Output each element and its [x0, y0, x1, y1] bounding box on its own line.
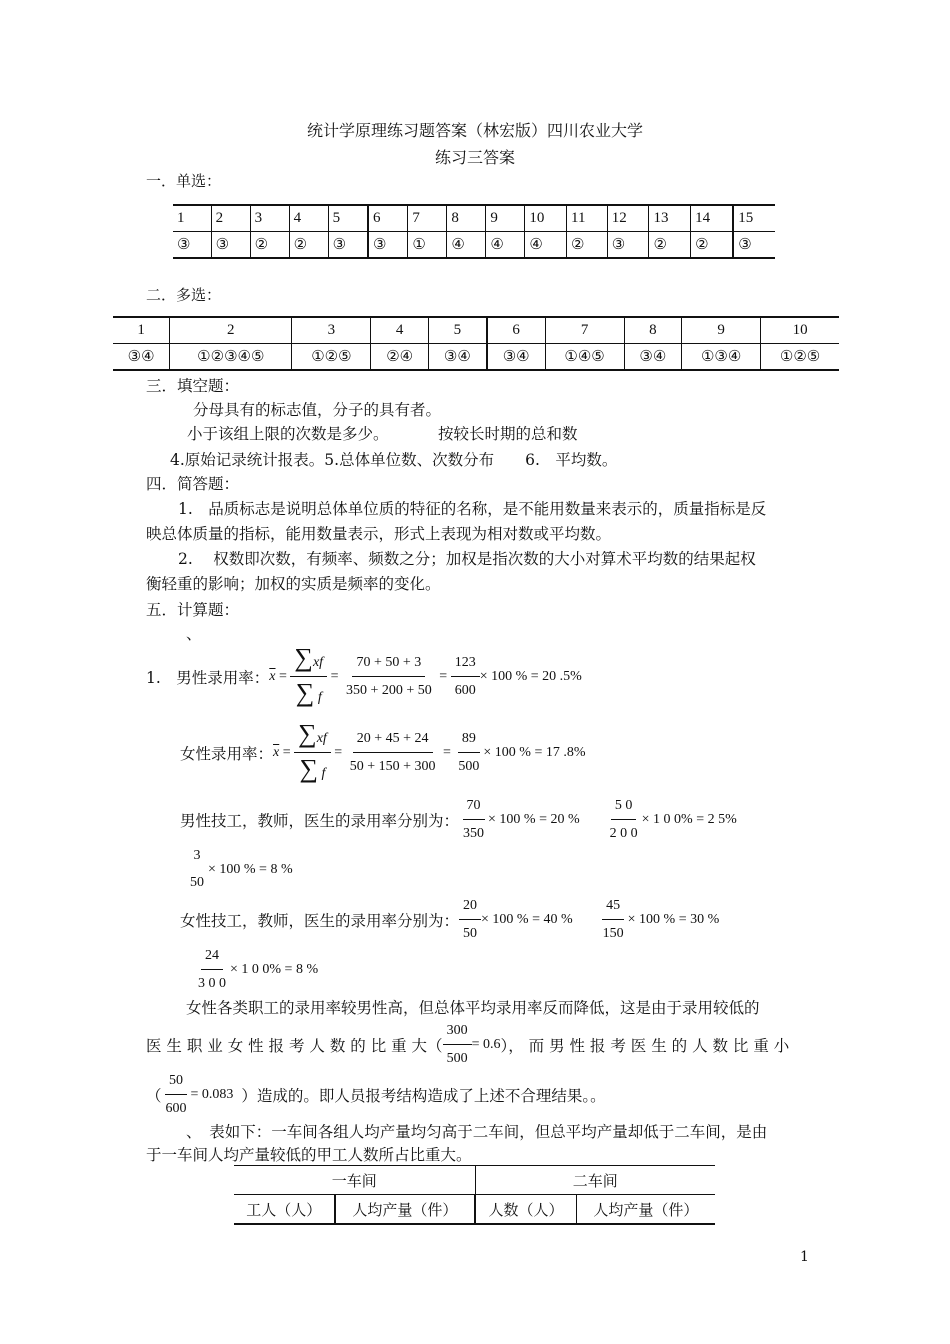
- answer-cell: ③④: [428, 344, 486, 371]
- male-tech-rate: × 100 % = 20 %: [488, 812, 580, 827]
- conclusion-line-2-end: ）， 而 男 性 报 考 医 生 的 人 数 比 重 小: [500, 1037, 790, 1055]
- section-2-heading: 二．多选：: [146, 286, 222, 304]
- question-number-cell: 8: [447, 205, 486, 232]
- answer-cell: ③: [211, 232, 250, 259]
- col-avg-output-2: 人均产量（件）: [576, 1195, 715, 1225]
- workshop-1-header: 一车间: [234, 1166, 475, 1195]
- question-number-cell: 14: [691, 205, 734, 232]
- question-number-cell: 6: [487, 317, 545, 344]
- workshop-2-header: 二车间: [475, 1166, 715, 1195]
- male-jobs-rates: [180, 796, 737, 844]
- question-number-cell: 10: [761, 317, 839, 344]
- answer-1-line-1: 1. 品质标志是说明总体单位质的特征的名称，是不能用数量来表示的，质量指标是反: [178, 500, 767, 518]
- single-choice-table: [173, 204, 775, 259]
- answer-cell: ③④: [113, 344, 170, 371]
- fill-line-3: 4.原始记录统计报表。5.总体单位数、次数分布 6. 平均数。: [170, 451, 618, 469]
- multiple-choice-table: [113, 316, 839, 371]
- answer-cell: ①②③④⑤: [170, 344, 292, 371]
- male-tech-fraction: $\frac{70}{350}$: [463, 798, 485, 841]
- answer-cell: ④: [525, 232, 567, 259]
- question-number-cell: 1: [173, 205, 211, 232]
- question-2-line-2: 于一车间人均产量较低的甲工人数所占比重大。: [146, 1146, 472, 1164]
- question-number-cell: 7: [408, 205, 447, 232]
- female-rate-label: 女性录用率：: [180, 745, 274, 763]
- col-headcount: 人数（人）: [475, 1195, 576, 1225]
- workshop-table: [234, 1165, 715, 1225]
- conclusion-line-2: [146, 1021, 789, 1069]
- female-tech-rate: × 100 % = 40 %: [481, 912, 573, 927]
- question-number-cell: 2: [211, 205, 250, 232]
- male-teacher-fraction: $\frac{5 0}{2 0 0}$: [609, 798, 638, 841]
- answer-cell: ③: [328, 232, 368, 259]
- male-jobs-label: 男性技工，教师，医生的录用率分别为：: [180, 812, 460, 830]
- conclusion-line-2-start: 医 生 职 业 女 性 报 考 人 数 的 比 重 大（: [146, 1037, 443, 1055]
- question-number-cell: 3: [292, 317, 371, 344]
- answer-cell: ①②⑤: [292, 344, 371, 371]
- conclusion-line-3-end: ）造成的。即人员报考结构造成了上述不合理结果。。: [241, 1087, 606, 1105]
- conclusion-line-3: [146, 1071, 606, 1119]
- male-doctor-share: = 0.083: [190, 1087, 234, 1102]
- question-number-cell: 7: [545, 317, 624, 344]
- male-doctor-rate-row: [186, 846, 293, 893]
- question-number-cell: 4: [371, 317, 429, 344]
- fill-line-1: 分母具有的标志值，分子的具有者。: [193, 401, 442, 419]
- question-number-cell: 5: [328, 205, 368, 232]
- answer-cell: ①③④: [682, 344, 761, 371]
- female-teacher-rate: × 100 % = 30 %: [627, 912, 720, 927]
- answer-cell: ③④: [487, 344, 545, 371]
- female-doctor-share: = 0.6: [471, 1037, 501, 1052]
- female-doctor-fraction: $\frac{24}{3 0 0}$: [198, 948, 226, 991]
- female-tech-fraction: $\frac{20}{50}$: [459, 896, 481, 944]
- section-3-heading: 三．填空题：: [146, 377, 240, 395]
- female-doctor-rate: × 1 0 0% = 8 %: [230, 962, 319, 977]
- section-4-heading: 四．简答题：: [146, 475, 240, 493]
- answer-cell: ③: [173, 232, 211, 259]
- question-number-cell: 5: [428, 317, 486, 344]
- answer-1-line-2: 映总体质量的指标，能用数量表示，形式上表现为相对数或平均数。: [146, 525, 612, 543]
- fill-line-2a: 小于该组上限的次数是多少。: [187, 425, 389, 443]
- fill-line-2b: 按较长时期的总和数: [438, 425, 578, 443]
- question-number-cell: 1: [113, 317, 170, 344]
- stray-mark: 、: [186, 625, 202, 643]
- question-number-cell: 3: [250, 205, 289, 232]
- answer-cell: ④: [486, 232, 525, 259]
- page-subtitle: 练习三答案: [434, 148, 515, 167]
- male-rate-label: 1. 男性录用率：: [146, 669, 270, 687]
- male-rate-result: × 100 % = 20 .5%: [479, 669, 582, 684]
- conclusion-line-1: 女性各类职工的录用率较男性高，但总体平均录用率反而降低，这是由于录用较低的: [186, 999, 760, 1017]
- male-rate-formula: 1. 男性录用率： $\overline{x}$ = $\frac{\sum xf}{\sum f}$ = $\frac{70 + 50 + 3}{350 + 200 + 50}$ = $\frac{123}{600}$ × 100 % = 20 .5%: [146, 643, 582, 707]
- page-number: 1: [800, 1249, 809, 1265]
- x-bar-symbol: $\overline{x}$: [269, 669, 276, 684]
- answer-2-line-1: 2. 权数即次数，有频率、频数之分；加权是指次数的大小对算术平均数的结果起权: [178, 550, 756, 568]
- answer-cell: ③④: [624, 344, 682, 371]
- female-rate-result: × 100 % = 17 .8%: [483, 745, 586, 760]
- question-number-cell: 4: [289, 205, 328, 232]
- answer-cell: ④: [447, 232, 486, 259]
- col-workers: 工人（人）: [234, 1195, 335, 1225]
- question-number-cell: 11: [567, 205, 608, 232]
- female-doctor-rate-row: [194, 946, 318, 994]
- sum-ratio: $\frac{\sum xf}{\sum f}$: [290, 646, 327, 708]
- question-number-cell: 13: [649, 205, 691, 232]
- sum-ratio: $\frac{\sum xf}{\sum f}$: [294, 722, 331, 784]
- answer-cell: ②: [649, 232, 691, 259]
- male-doctor-share-fraction: $\frac{50}{600}$: [165, 1073, 187, 1116]
- answer-cell: ②: [567, 232, 608, 259]
- male-doctor-rate: × 100 % = 8 %: [208, 861, 293, 877]
- answer-cell: ②: [289, 232, 328, 259]
- female-doctor-share-fraction: $\frac{300}{500}$: [443, 1021, 472, 1069]
- section-1-heading: 一．单选：: [146, 172, 222, 190]
- answer-2-line-2: 衡轻重的影响；加权的实质是频率的变化。: [146, 575, 441, 593]
- answer-cell: ①②⑤: [761, 344, 839, 371]
- female-fraction: $\frac{20 + 45 + 24}{50 + 150 + 300}$: [349, 731, 436, 774]
- male-teacher-rate: × 1 0 0% = 2 5%: [641, 812, 737, 827]
- question-number-cell: 15: [733, 205, 775, 232]
- answer-cell: ②: [691, 232, 734, 259]
- question-number-cell: 9: [682, 317, 761, 344]
- col-avg-output: 人均产量（件）: [335, 1195, 476, 1225]
- female-jobs-label: 女性技工，教师，医生的录用率分别为：: [180, 912, 460, 930]
- answer-cell: ③: [733, 232, 775, 259]
- male-fraction: $\frac{70 + 50 + 3}{350 + 200 + 50}$: [345, 655, 432, 698]
- answer-cell: ③: [368, 232, 408, 259]
- question-number-cell: 2: [170, 317, 292, 344]
- conclusion-line-3-open: （: [146, 1087, 162, 1105]
- question-number-cell: 6: [368, 205, 408, 232]
- question-number-cell: 9: [486, 205, 525, 232]
- question-2-line-1: 、 表如下：一车间各组人均产量均匀高于二车间，但总平均产量却低于二车间，是由: [186, 1123, 768, 1141]
- male-doctor-fraction: 3 50: [190, 848, 204, 890]
- question-number-cell: 10: [525, 205, 567, 232]
- x-bar-symbol: $\overline{x}$: [273, 745, 280, 760]
- answer-cell: ①: [408, 232, 447, 259]
- answer-cell: ②④: [371, 344, 429, 371]
- question-number-cell: 12: [607, 205, 649, 232]
- male-result-fraction: $\frac{123}{600}$: [451, 653, 480, 701]
- female-rate-formula: 女性录用率： $\overline{x}$ = $\frac{\sum xf}{\sum f}$ = $\frac{20 + 45 + 24}{50 + 150 + 300}$ = $\frac{89}{500}$ × 100 % = 17 .8%: [180, 719, 586, 783]
- question-number-cell: 8: [624, 317, 682, 344]
- answer-cell: ③: [607, 232, 649, 259]
- female-result-fraction: $\frac{89}{500}$: [458, 731, 480, 774]
- answer-cell: ②: [250, 232, 289, 259]
- answer-cell: ①④⑤: [545, 344, 624, 371]
- female-jobs-rates: [180, 896, 719, 944]
- section-5-heading: 五．计算题：: [146, 601, 240, 619]
- female-teacher-fraction: $\frac{45}{150}$: [602, 898, 624, 941]
- page-title: 统计学原理练习题答案（林宏版）四川农业大学: [306, 121, 643, 140]
